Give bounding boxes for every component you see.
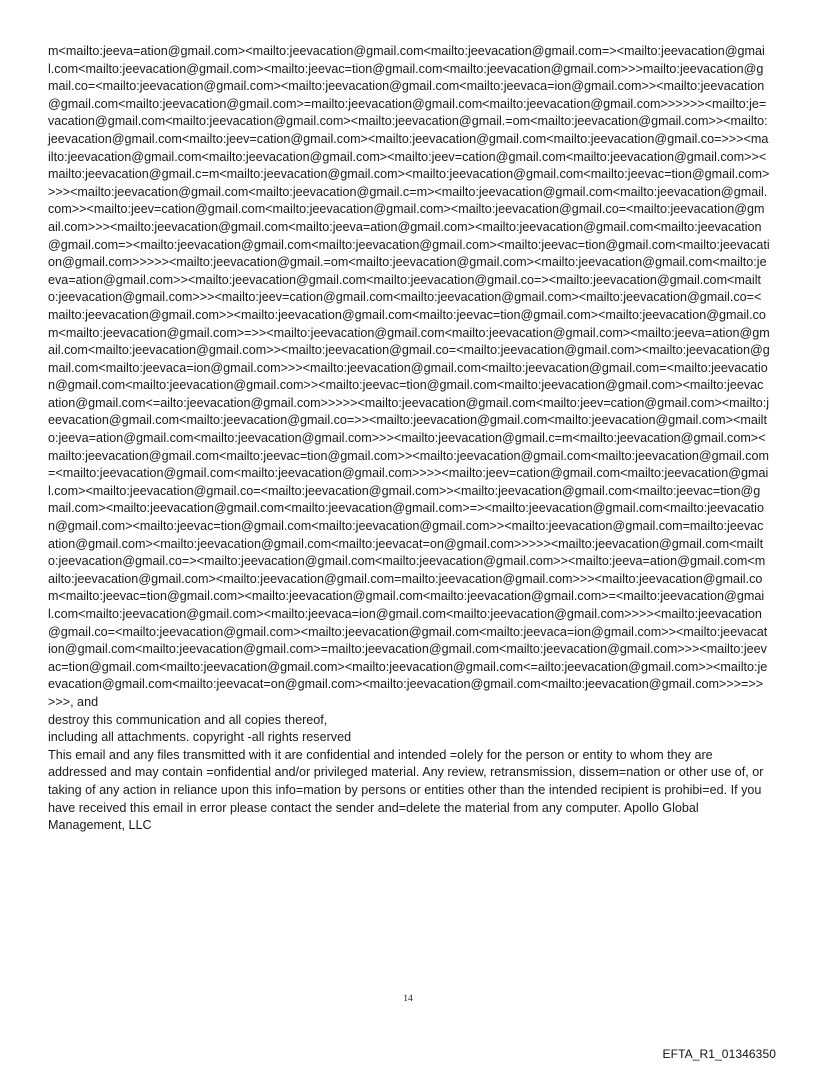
mailto-blob-paragraph: m<mailto:jeeva=ation@gmail.com><mailto:jeevacation@gmail.com<mailto:jeevacation@gmail.com=><mailto:jeevacation@gmail.com<mailto:jeevacation@gmail.com><mailto:jeevac=tion@gmail.com<mailto:jeevacation@gmail.com>>>mailto:jeevacation@gmail.co=<mailto:jeevacation@gmail.com><mailto:jeevacation@gmail.com<mailto:jeevaca=ion@gmail.com>><mailto:jeevacation@gmail.com<mailto:jeevacation@gmail.com>=mailto:jeevacation@gmail.com<mailto:jeevacation@gmail.com>>>>>><mailto:je=vacation@gmail.com<mailto:jeevacation@gmail.com><mailto:jeevacation@gmail.=om<mailto:jeevacation@gmail.com>><mailto:jeevacation@gmail.com<mailto:jeev=cation@gmail.com><mailto:jeevacation@gmail.com<mailto:jeevacation@gmail.co=>>><mailto:jeevacation@gmail.com<mailto:jeevacation@gmail.com><mailto:jeev=cation@gmail.com<mailto:jeevacation@gmail.com>><mailto:jeevacation@gmail.c=m<mailto:jeevacation@gmail.com><mailto:jeevacation@gmail.com<mailto:jeevac=tion@gmail.com>>>><mailto:jeevacation@gmail.com<mailto:jeevacation@gmail.c=m><mailto:jeevacation@gmail.com<mailto:jeevacation@gmail.com>><mailto:jeev=cation@gmail.com<mailto:jeevacation@gmail.com><mailto:jeevacation@gmail.co=<mailto:jeevacation@gmail.com>>><mailto:jeevacation@gmail.com<mailto:jeeva=ation@gmail.com><mailto:jeevacation@gmail.com<mailto:jeevacation@gmail.com=><mailto:jeevacation@gmail.com<mailto:jeevacation@gmail.com><mailto:jeevac=tion@gmail.com<mailto:jeevacation@gmail.com>>>>><mailto:jeevacation@gmail.=om<mailto:jeevacation@gmail.com><mailto:jeevacation@gmail.com<mailto:jeeva=ation@gmail.com>><mailto:jeevacation@gmail.com<mailto:jeevacation@gmail.co=><mailto:jeevacation@gmail.com<mailto:jeevacation@gmail.com>>><mailto:jeev=cation@gmail.com<mailto:jeevacation@gmail.com><mailto:jeevacation@gmail.co=<mailto:jeevacation@gmail.com>><mailto:jeevacation@gmail.com<mailto:jeevac=tion@gmail.com><mailto:jeevacation@gmail.com<mailto:jeevacation@gmail.com>=>><mailto:jeevacation@gmail.com<mailto:jeevacation@gmail.com><mailto:jeeva=ation@gmail.com<mailto:jeevacation@gmail.com>><mailto:jeevacation@gmail.co=<mailto:jeevacation@gmail.com><mailto:jeevacation@gmail.com<mailto:jeevaca=ion@gmail.com>>><mailto:jeevacation@gmail.com<mailto:jeevacation@gmail.com=<mailto:jeevacation@gmail.com<mailto:jeevacation@gmail.com>><mailto:jeevac=tion@gmail.com<mailto:jeevacation@gmail.com><mailto:jeevacation@gmail.com<=ailto:jeevacation@gmail.com>>>>><mailto:jeevacation@gmail.com<mailto:jeev=cation@gmail.com><mailto:jeevacation@gmail.com<mailto:jeevacation@gmail.co=>><mailto:jeevacation@gmail.com<mailto:jeevacation@gmail.com><mailto:jeeva=ation@gmail.com<mailto:jeevacation@gmail.com>>><mailto:jeevacation@gmail.c=m<mailto:jeevacation@gmail.com><mailto:jeevacation@gmail.com<mailto:jeevac=tion@gmail.com>><mailto:jeevacation@gmail.com<mailto:jeevacation@gmail.com=<mailto:jeevacation@gmail.com<mailto:jeevacation@gmail.com>>>><mailto:jeev=cation@gmail.com<mailto:jeevacation@gmail.com><mailto:jeevacation@gmail.co=<mailto:jeevacation@gmail.com>><mailto:jeevacation@gmail.com<mailto:jeevac=tion@gmail.com><mailto:jeevacation@gmail.com<mailto:jeevacation@gmail.com>=><mailto:jeevacation@gmail.com<mailto:jeevacation@gmail.com><mailto:jeevac=tion@gmail.com<mailto:jeevacation@gmail.com>><mailto:jeevacation@gmail.com=mailto:jeevacation@gmail.com><mailto:jeevacation@gmail.com<mailto:jeevacat=on@gmail.com>>>>><mailto:jeevacation@gmail.com<mailto:jeevacation@gmail.co=><mailto:jeevacation@gmail.com<mailto:jeevacation@gmail.com>><mailto:jeeva=ation@gmail.com<mailto:jeevacation@gmail.com><mailto:jeevacation@gmail.com=mailto:jeevacation@gmail.com>>><mailto:jeevacation@gmail.com<mailto:jeevac=tion@gmail.com><mailto:jeevacation@gmail.com<mailto:jeevacation@gmail.com>=<mailto:jeevacation@gmail.com<mailto:jeevacation@gmail.com><mailto:jeevaca=ion@gmail.com<mailto:jeevacation@gmail.com>>>><mailto:jeevacation@gmail.co=<mailto:jeevacation@gmail.com><mailto:jeevacation@gmail.com<mailto:jeevaca=ion@gmail.com>><mailto:jeevacation@gmail.com<mailto:jeevacation@gmail.com>=mailto:jeevacation@gmail.com<mailto:jeevacation@gmail.com>>><mailto:jeevac=tion@gmail.com<mailto:jeevacation@gmail.com><mailto:jeevacation@gmail.com<=ailto:jeevacation@gmail.com>><mailto:jeevacation@gmail.com<mailto:jeevacat=on@gmail.com><mailto:jeevacation@gmail.com<mailto:jeevacation@gmail.com>>>=>>>>>, and bbox=[48, 44, 770, 709]
confidentiality-disclaimer: This email and any files transmitted with it are confidential and intended =olely for the person or entity to whom they are addressed and may contain =onfidential and/or privileged material. Any review, retransmission, dissem=nation or other use of, or taking of any action in reliance upon this info=mation by persons or entities other than the intended recipient is prohibi=ed. If you have received this email in error please contact the sender and=delete the material from any computer. Apollo Global Management, LLC bbox=[48, 747, 764, 833]
body-line-destroy: destroy this communication and all copies thereof, bbox=[48, 712, 328, 727]
bates-number: EFTA_R1_01346350 bbox=[662, 1047, 776, 1061]
body-line-attachments: including all attachments. copyright -all rights reserved bbox=[48, 730, 352, 745]
email-body bbox=[48, 43, 770, 835]
page-number: 14 bbox=[403, 994, 413, 1004]
